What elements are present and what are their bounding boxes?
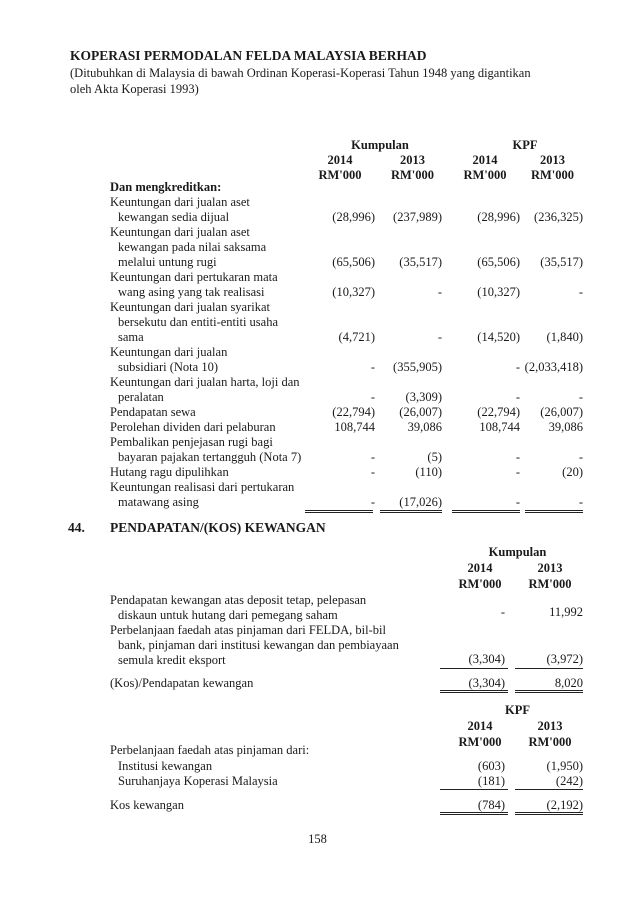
section-title: PENDAPATAN/(KOS) KEWANGAN xyxy=(110,520,326,535)
cell-value: - xyxy=(370,465,375,479)
cell-value: (181) xyxy=(477,774,505,788)
row-label: Hutang ragu dipulihkan xyxy=(110,465,229,479)
row-label: Institusi kewangan xyxy=(118,759,213,773)
group-kumpulan-heading: Kumpulan xyxy=(351,138,409,152)
total-label: (Kos)/Pendapatan kewangan xyxy=(110,676,254,690)
year-2014: 2014 xyxy=(467,719,493,733)
row-label: bayaran pajakan tertangguh (Nota 7) xyxy=(118,450,302,464)
org-name: KOPERASI PERMODALAN FELDA MALAYSIA BERHAD xyxy=(70,48,427,63)
cell-value: (14,520) xyxy=(477,330,520,344)
unit-2013: RM'000 xyxy=(528,577,572,591)
row-label: Pendapatan kewangan atas deposit tetap, pelepasan xyxy=(110,593,367,607)
cell-value: (2,033,418) xyxy=(524,360,583,374)
group-kumpulan-heading: Kumpulan xyxy=(488,545,547,559)
subtotal-underline xyxy=(440,668,508,669)
total-underline xyxy=(440,690,508,693)
cell-value: - xyxy=(578,285,583,299)
total-underline xyxy=(440,812,508,815)
cell-value: - xyxy=(578,450,583,464)
cell-value: - xyxy=(370,495,375,509)
subtotal-underline xyxy=(515,789,583,790)
total-label: Kos kewangan xyxy=(110,798,184,812)
row-label: Keuntungan dari pertukaran mata xyxy=(110,270,278,284)
total-underline xyxy=(515,812,583,815)
org-subtitle-line2: oleh Akta Koperasi 1993) xyxy=(70,82,199,96)
cell-value: (28,996) xyxy=(477,210,520,224)
cell-value: - xyxy=(515,495,520,509)
row-label: kewangan sedia dijual xyxy=(118,210,230,224)
row-label: Pendapatan sewa xyxy=(110,405,196,419)
cell-value: (20) xyxy=(562,465,583,479)
row-label: Perolehan dividen dari pelaburan xyxy=(110,420,276,434)
cell-value: - xyxy=(437,285,442,299)
year-2013: 2013 xyxy=(537,719,563,733)
page-number: 158 xyxy=(308,832,327,846)
row-label: Keuntungan dari jualan syarikat xyxy=(110,300,271,314)
row-label: melalui untung rugi xyxy=(118,255,217,269)
cell-value: (3,972) xyxy=(546,652,583,666)
org-subtitle-line1: (Ditubuhkan di Malaysia di bawah Ordinan Koperasi-Koperasi Tahun 1948 yang digantikan xyxy=(70,66,531,80)
cell-value: (5) xyxy=(427,450,442,464)
year-kumpulan-2013: 2013 xyxy=(400,153,425,167)
row-label: Keuntungan dari jualan aset xyxy=(110,225,250,239)
row-label: Keuntungan realisasi dari pertukaran xyxy=(110,480,295,494)
cell-value: (35,517) xyxy=(399,255,442,269)
cell-value: (10,327) xyxy=(332,285,375,299)
cell-value: (603) xyxy=(477,759,505,773)
cell-value: (35,517) xyxy=(540,255,583,269)
cell-value: (236,325) xyxy=(534,210,583,224)
cell-value: - xyxy=(578,390,583,404)
cell-value: - xyxy=(515,450,520,464)
unit-kpf-2013: RM'000 xyxy=(530,168,575,182)
year-kpf-2013: 2013 xyxy=(540,153,565,167)
total-underline xyxy=(515,690,583,693)
year-2013: 2013 xyxy=(537,561,563,575)
section-number: 44. xyxy=(68,520,85,535)
unit-kpf-2014: RM'000 xyxy=(463,168,507,182)
row-label: Suruhanjaya Koperasi Malaysia xyxy=(118,774,278,788)
row-label: bersekutu dan entiti-entiti usaha xyxy=(118,315,279,329)
unit-2014: RM'000 xyxy=(458,577,502,591)
unit-2013: RM'000 xyxy=(528,735,572,749)
cell-value: (22,794) xyxy=(477,405,520,419)
cell-value: - xyxy=(370,360,375,374)
subtotal-underline xyxy=(440,789,508,790)
year-2014: 2014 xyxy=(467,561,493,575)
row-label: Perbelanjaan faedah atas pinjaman dari FELDA, bil-bil xyxy=(110,623,386,637)
cell-value: (3,304) xyxy=(468,652,505,666)
cell-value: (242) xyxy=(555,774,583,788)
row-label: Keuntungan dari jualan xyxy=(110,345,228,359)
subtotal-underline xyxy=(515,668,583,669)
cell-value: (65,506) xyxy=(477,255,520,269)
row-label: Keuntungan dari jualan harta, loji dan xyxy=(110,375,300,389)
cell-value: - xyxy=(437,330,442,344)
total-value: (2,192) xyxy=(546,798,583,812)
row-label: subsidiari (Nota 10) xyxy=(118,360,218,374)
cell-value: 108,744 xyxy=(479,420,520,434)
cell-value: - xyxy=(370,390,375,404)
cell-value: (3,309) xyxy=(405,390,442,404)
row-label: diskaun untuk hutang dari pemegang saham xyxy=(118,608,338,622)
cell-value: (1,950) xyxy=(546,759,583,773)
total-value: (3,304) xyxy=(468,676,505,690)
cell-value: (26,007) xyxy=(540,405,583,419)
row-label: semula kredit eksport xyxy=(118,653,226,667)
unit-kumpulan-2014: RM'000 xyxy=(318,168,362,182)
cell-value: - xyxy=(578,495,583,509)
cell-value: (355,905) xyxy=(393,360,442,374)
row-label: Keuntungan dari jualan aset xyxy=(110,195,250,209)
row-label: wang asing yang tak realisasi xyxy=(118,285,265,299)
cell-value: - xyxy=(515,390,520,404)
unit-2014: RM'000 xyxy=(458,735,502,749)
group-kpf-heading: KPF xyxy=(512,138,538,152)
cell-value: (237,989) xyxy=(393,210,442,224)
row-label: peralatan xyxy=(118,390,164,404)
cell-value: - xyxy=(500,605,505,619)
total-value: 8,020 xyxy=(554,676,583,690)
cell-value: (26,007) xyxy=(399,405,442,419)
cell-value: 11,992 xyxy=(549,605,583,619)
row-label: matawang asing xyxy=(118,495,199,509)
cell-value: - xyxy=(515,465,520,479)
row-label: kewangan pada nilai saksama xyxy=(118,240,267,254)
row-intro: Perbelanjaan faedah atas pinjaman dari: xyxy=(110,743,310,757)
cell-value: (110) xyxy=(415,465,442,479)
year-kumpulan-2014: 2014 xyxy=(327,153,353,167)
year-kpf-2014: 2014 xyxy=(472,153,498,167)
cell-value: 39,086 xyxy=(407,420,442,434)
cell-value: (1,840) xyxy=(546,330,583,344)
total-underline xyxy=(380,510,442,513)
row-label: Pembalikan penjejasan rugi bagi xyxy=(110,435,273,449)
total-underline xyxy=(525,510,583,513)
cell-value: (28,996) xyxy=(332,210,375,224)
cell-value: 39,086 xyxy=(548,420,583,434)
cell-value: (4,721) xyxy=(338,330,375,344)
cell-value: (65,506) xyxy=(332,255,375,269)
total-value: (784) xyxy=(477,798,505,812)
cell-value: (17,026) xyxy=(399,495,442,509)
cell-value: - xyxy=(515,360,520,374)
row-label: sama xyxy=(118,330,144,344)
cell-value: (22,794) xyxy=(332,405,375,419)
total-underline xyxy=(452,510,520,513)
cell-value: (10,327) xyxy=(477,285,520,299)
cell-value: - xyxy=(370,450,375,464)
cell-value: 108,744 xyxy=(334,420,375,434)
section-title: Dan mengkreditkan: xyxy=(110,180,222,194)
unit-kumpulan-2013: RM'000 xyxy=(390,168,435,182)
total-underline xyxy=(305,510,373,513)
group-kpf-heading: KPF xyxy=(505,703,530,717)
row-label: bank, pinjaman dari institusi kewangan dan pembiayaan xyxy=(118,638,399,652)
